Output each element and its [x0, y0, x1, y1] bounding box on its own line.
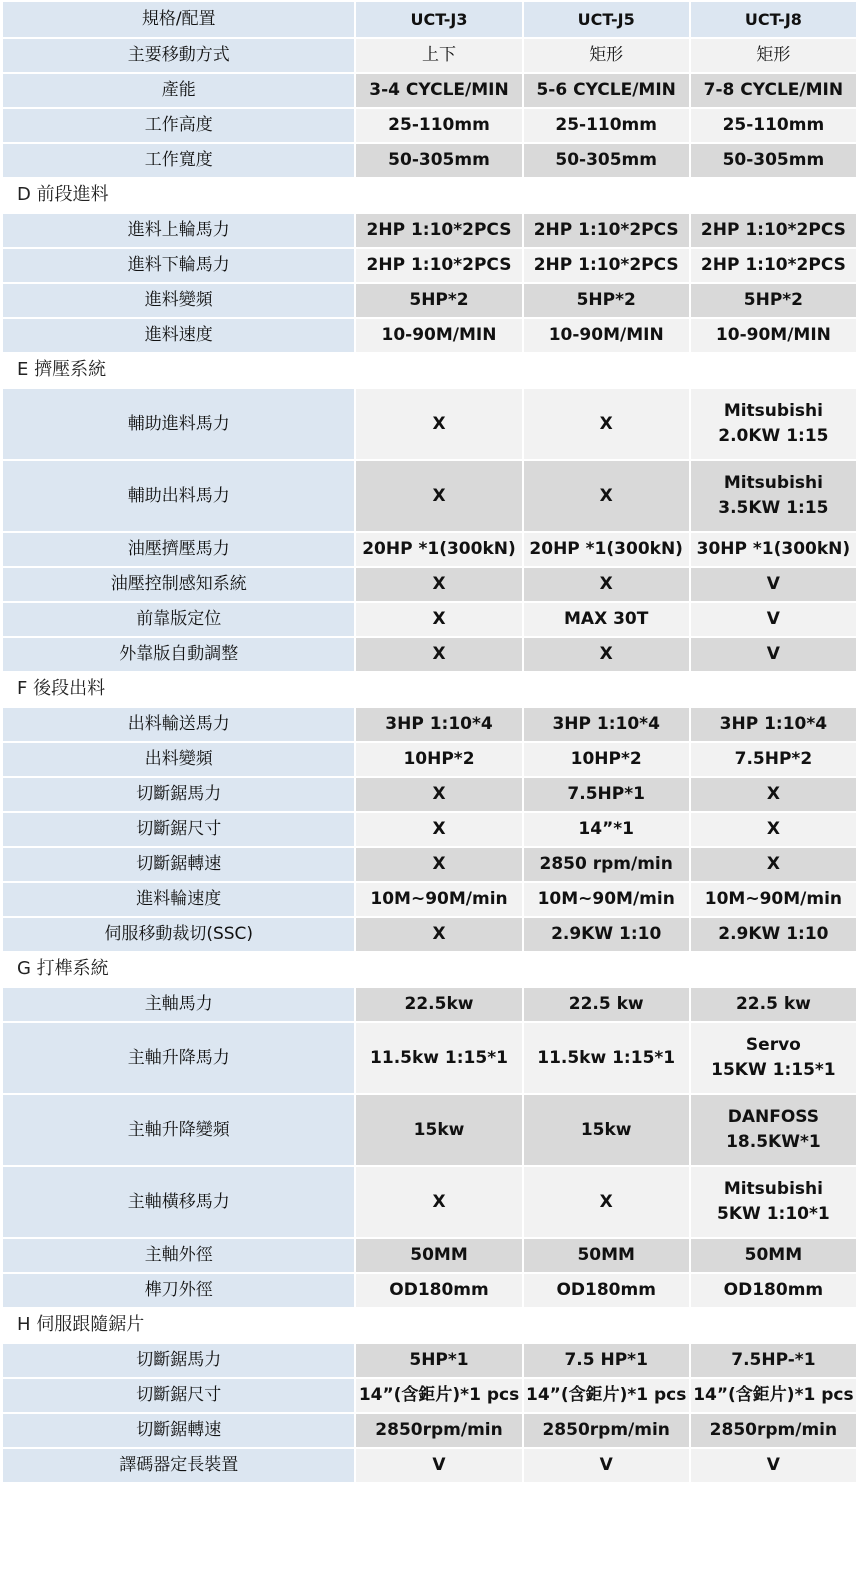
spec-row [3, 1274, 856, 1307]
spec-value-cell: 2HP 1:10*2PCS [356, 249, 521, 282]
section-empty-cell [524, 673, 689, 706]
spec-value-cell: 22.5 kw [691, 988, 856, 1021]
spec-label-cell: 進料上輪馬力 [3, 214, 354, 247]
header-label-cell: 規格/配置 [3, 2, 354, 37]
spec-value-cell: 10M~90M/min [524, 883, 689, 916]
spec-label-cell: 切斷鋸馬力 [3, 1344, 354, 1377]
spec-row [3, 848, 856, 881]
spec-value-cell [691, 461, 856, 531]
spec-value-cell: 5HP*1 [356, 1344, 521, 1377]
spec-label-cell: 主軸外徑 [3, 1239, 354, 1272]
spec-row [3, 461, 856, 531]
spec-row [3, 214, 856, 247]
spec-value-cell: 2850rpm/min [524, 1414, 689, 1447]
spec-value-cell: 22.5 kw [524, 988, 689, 1021]
spec-value-line: 5KW 1:10*1 [717, 1204, 830, 1224]
spec-value-cell: 25-110mm [691, 109, 856, 142]
spec-label-cell: 產能 [3, 74, 354, 107]
spec-row [3, 39, 856, 72]
spec-value-cell: 10-90M/MIN [524, 319, 689, 352]
spec-value-cell: 14”(含鉅片)*1 pcs [356, 1379, 521, 1412]
spec-label-cell: 伺服移動裁切(SSC) [3, 918, 354, 951]
spec-value-cell: V [691, 603, 856, 636]
spec-label-cell: 輔助出料馬力 [3, 461, 354, 531]
spec-value-cell: X [524, 389, 689, 459]
spec-label-cell: 進料速度 [3, 319, 354, 352]
spec-row [3, 813, 856, 846]
spec-row [3, 1344, 856, 1377]
spec-row [3, 74, 856, 107]
spec-label-cell: 主軸升降馬力 [3, 1023, 354, 1093]
spec-value-cell: 10M~90M/min [356, 883, 521, 916]
spec-value-cell: 2HP 1:10*2PCS [691, 249, 856, 282]
spec-value-line: Servo [745, 1035, 801, 1056]
section-empty-cell [691, 179, 856, 212]
spec-value-cell: 50-305mm [691, 144, 856, 177]
spec-value-cell: 11.5kw 1:15*1 [356, 1023, 521, 1093]
spec-value-cell: V [691, 1449, 856, 1482]
spec-row [3, 988, 856, 1021]
section-title: H 伺服跟隨鋸片 [3, 1309, 354, 1342]
section-empty-cell [356, 1309, 521, 1342]
spec-row [3, 389, 856, 459]
spec-value-cell: X [524, 638, 689, 671]
spec-value-cell: 10-90M/MIN [691, 319, 856, 352]
spec-label-cell: 外靠版自動調整 [3, 638, 354, 671]
spec-value-cell: 7.5HP*2 [691, 743, 856, 776]
spec-row [3, 918, 856, 951]
spec-value-cell: 3HP 1:10*4 [691, 708, 856, 741]
spec-value-cell: 22.5kw [356, 988, 521, 1021]
header-model-j5: UCT-J5 [524, 2, 689, 37]
spec-value-cell: X [356, 813, 521, 846]
spec-value-cell: X [356, 918, 521, 951]
spec-value-cell: X [356, 848, 521, 881]
spec-table [1, 0, 858, 1484]
section-header-row [3, 953, 856, 986]
spec-value-cell: V [691, 568, 856, 601]
spec-row [3, 1095, 856, 1165]
spec-value-cell: V [356, 1449, 521, 1482]
spec-value-cell [691, 1023, 856, 1093]
spec-value-line: Mitsubishi [723, 401, 823, 422]
spec-label-cell: 切斷鋸轉速 [3, 848, 354, 881]
spec-value-cell: OD180mm [691, 1274, 856, 1307]
spec-row [3, 603, 856, 636]
section-title: E 擠壓系統 [3, 354, 354, 387]
spec-row [3, 109, 856, 142]
spec-label-cell: 主軸升降變頻 [3, 1095, 354, 1165]
section-header-row [3, 354, 856, 387]
spec-value-cell: 5HP*2 [691, 284, 856, 317]
section-title: G 打榫系統 [3, 953, 354, 986]
spec-value-cell: 10HP*2 [524, 743, 689, 776]
spec-label-cell: 切斷鋸尺寸 [3, 1379, 354, 1412]
spec-value-cell: 7.5 HP*1 [524, 1344, 689, 1377]
spec-value-cell: 矩形 [524, 39, 689, 72]
spec-label-cell: 油壓控制感知系統 [3, 568, 354, 601]
spec-value-cell: 2HP 1:10*2PCS [524, 249, 689, 282]
spec-value-cell: X [356, 461, 521, 531]
spec-value-cell: 5-6 CYCLE/MIN [524, 74, 689, 107]
spec-value-line: DANFOSS [727, 1107, 820, 1128]
spec-value-cell: 7-8 CYCLE/MIN [691, 74, 856, 107]
spec-label-cell: 進料下輪馬力 [3, 249, 354, 282]
section-empty-cell [356, 179, 521, 212]
spec-value-line: Mitsubishi [723, 473, 823, 494]
spec-row [3, 1167, 856, 1237]
section-empty-cell [691, 1309, 856, 1342]
section-empty-cell [356, 673, 521, 706]
spec-value-cell: X [524, 568, 689, 601]
spec-value-cell: X [691, 848, 856, 881]
spec-value-cell: 7.5HP*1 [524, 778, 689, 811]
spec-row [3, 1379, 856, 1412]
spec-value-cell: V [691, 638, 856, 671]
spec-value-cell [691, 1167, 856, 1237]
spec-value-cell: 5HP*2 [356, 284, 521, 317]
spec-value-cell: 5HP*2 [524, 284, 689, 317]
section-header-row [3, 1309, 856, 1342]
spec-value-cell: OD180mm [356, 1274, 521, 1307]
spec-row [3, 1023, 856, 1093]
spec-row [3, 144, 856, 177]
spec-value-cell: 2850rpm/min [691, 1414, 856, 1447]
spec-value-cell: 7.5HP-*1 [691, 1344, 856, 1377]
spec-value-cell: 50MM [524, 1239, 689, 1272]
spec-label-cell: 主軸馬力 [3, 988, 354, 1021]
spec-value-cell: 10HP*2 [356, 743, 521, 776]
spec-value-cell: 3HP 1:10*4 [524, 708, 689, 741]
spec-value-cell: 矩形 [691, 39, 856, 72]
spec-row [3, 743, 856, 776]
spec-row [3, 1449, 856, 1482]
section-empty-cell [691, 354, 856, 387]
spec-value-cell: 10-90M/MIN [356, 319, 521, 352]
spec-row [3, 778, 856, 811]
spec-label-cell: 進料輪速度 [3, 883, 354, 916]
header-row [3, 2, 856, 37]
spec-row [3, 1239, 856, 1272]
spec-value-cell: 2.9KW 1:10 [691, 918, 856, 951]
spec-label-cell: 主軸橫移馬力 [3, 1167, 354, 1237]
spec-label-cell: 前靠版定位 [3, 603, 354, 636]
spec-label-cell: 譯碼器定長裝置 [3, 1449, 354, 1482]
spec-value-cell: 20HP *1(300kN) [524, 533, 689, 566]
spec-row [3, 1414, 856, 1447]
spec-value-cell: 50MM [691, 1239, 856, 1272]
spec-value-cell: 50-305mm [356, 144, 521, 177]
spec-value-cell: X [356, 568, 521, 601]
header-model-j8: UCT-J8 [691, 2, 856, 37]
spec-table-body [3, 2, 856, 1482]
spec-value-cell: X [691, 778, 856, 811]
section-empty-cell [524, 953, 689, 986]
spec-value-cell: 20HP *1(300kN) [356, 533, 521, 566]
spec-value-cell: 11.5kw 1:15*1 [524, 1023, 689, 1093]
section-header-row [3, 179, 856, 212]
section-empty-cell [691, 953, 856, 986]
spec-value-line: Mitsubishi [723, 1179, 823, 1200]
spec-value-cell: X [524, 1167, 689, 1237]
spec-value-cell: V [524, 1449, 689, 1482]
spec-value-cell: 25-110mm [524, 109, 689, 142]
spec-value-cell: 30HP *1(300kN) [691, 533, 856, 566]
section-empty-cell [356, 354, 521, 387]
spec-value-cell: 50MM [356, 1239, 521, 1272]
spec-label-cell: 主要移動方式 [3, 39, 354, 72]
spec-value-cell: X [524, 461, 689, 531]
spec-label-cell: 出料輸送馬力 [3, 708, 354, 741]
section-empty-cell [524, 354, 689, 387]
spec-label-cell: 進料變頻 [3, 284, 354, 317]
spec-label-cell: 出料變頻 [3, 743, 354, 776]
spec-value-cell: X [356, 389, 521, 459]
spec-value-line: 15KW 1:15*1 [711, 1060, 836, 1080]
spec-value-cell: 2HP 1:10*2PCS [524, 214, 689, 247]
spec-value-cell: 2HP 1:10*2PCS [691, 214, 856, 247]
spec-label-cell: 切斷鋸馬力 [3, 778, 354, 811]
spec-value-line: 3.5KW 1:15 [718, 498, 829, 518]
section-header-row [3, 673, 856, 706]
spec-value-cell: 3-4 CYCLE/MIN [356, 74, 521, 107]
spec-row [3, 568, 856, 601]
spec-value-cell: 2850rpm/min [356, 1414, 521, 1447]
spec-value-cell: 2850 rpm/min [524, 848, 689, 881]
spec-value-cell: X [356, 1167, 521, 1237]
section-title: F 後段出料 [3, 673, 354, 706]
spec-value-cell: 10M~90M/min [691, 883, 856, 916]
spec-value-cell: 15kw [524, 1095, 689, 1165]
spec-value-cell: X [356, 638, 521, 671]
section-empty-cell [691, 673, 856, 706]
section-title: D 前段進料 [3, 179, 354, 212]
spec-label-cell: 切斷鋸尺寸 [3, 813, 354, 846]
section-empty-cell [524, 179, 689, 212]
spec-value-line: 18.5KW*1 [726, 1132, 821, 1152]
spec-value-cell: 50-305mm [524, 144, 689, 177]
spec-value-cell: 2HP 1:10*2PCS [356, 214, 521, 247]
spec-label-cell: 榫刀外徑 [3, 1274, 354, 1307]
spec-value-cell: X [356, 778, 521, 811]
header-model-j3: UCT-J3 [356, 2, 521, 37]
spec-value-line: 2.0KW 1:15 [718, 426, 829, 446]
spec-value-cell: 25-110mm [356, 109, 521, 142]
spec-value-cell: 2.9KW 1:10 [524, 918, 689, 951]
spec-value-cell [691, 389, 856, 459]
spec-value-cell: X [356, 603, 521, 636]
spec-row [3, 249, 856, 282]
spec-value-cell: 3HP 1:10*4 [356, 708, 521, 741]
spec-row [3, 533, 856, 566]
spec-value-cell: OD180mm [524, 1274, 689, 1307]
spec-label-cell: 切斷鋸轉速 [3, 1414, 354, 1447]
spec-value-cell [691, 1095, 856, 1165]
spec-value-cell: 14”(含鉅片)*1 pcs [691, 1379, 856, 1412]
spec-row [3, 319, 856, 352]
spec-value-cell: MAX 30T [524, 603, 689, 636]
spec-row [3, 284, 856, 317]
spec-value-cell: 上下 [356, 39, 521, 72]
spec-value-cell: 15kw [356, 1095, 521, 1165]
section-empty-cell [356, 953, 521, 986]
spec-row [3, 883, 856, 916]
spec-label-cell: 油壓擠壓馬力 [3, 533, 354, 566]
section-empty-cell [524, 1309, 689, 1342]
spec-label-cell: 工作寬度 [3, 144, 354, 177]
spec-label-cell: 輔助進料馬力 [3, 389, 354, 459]
spec-row [3, 708, 856, 741]
spec-row [3, 638, 856, 671]
spec-value-cell: X [691, 813, 856, 846]
spec-value-cell: 14”(含鉅片)*1 pcs [524, 1379, 689, 1412]
spec-label-cell: 工作高度 [3, 109, 354, 142]
spec-value-cell: 14”*1 [524, 813, 689, 846]
